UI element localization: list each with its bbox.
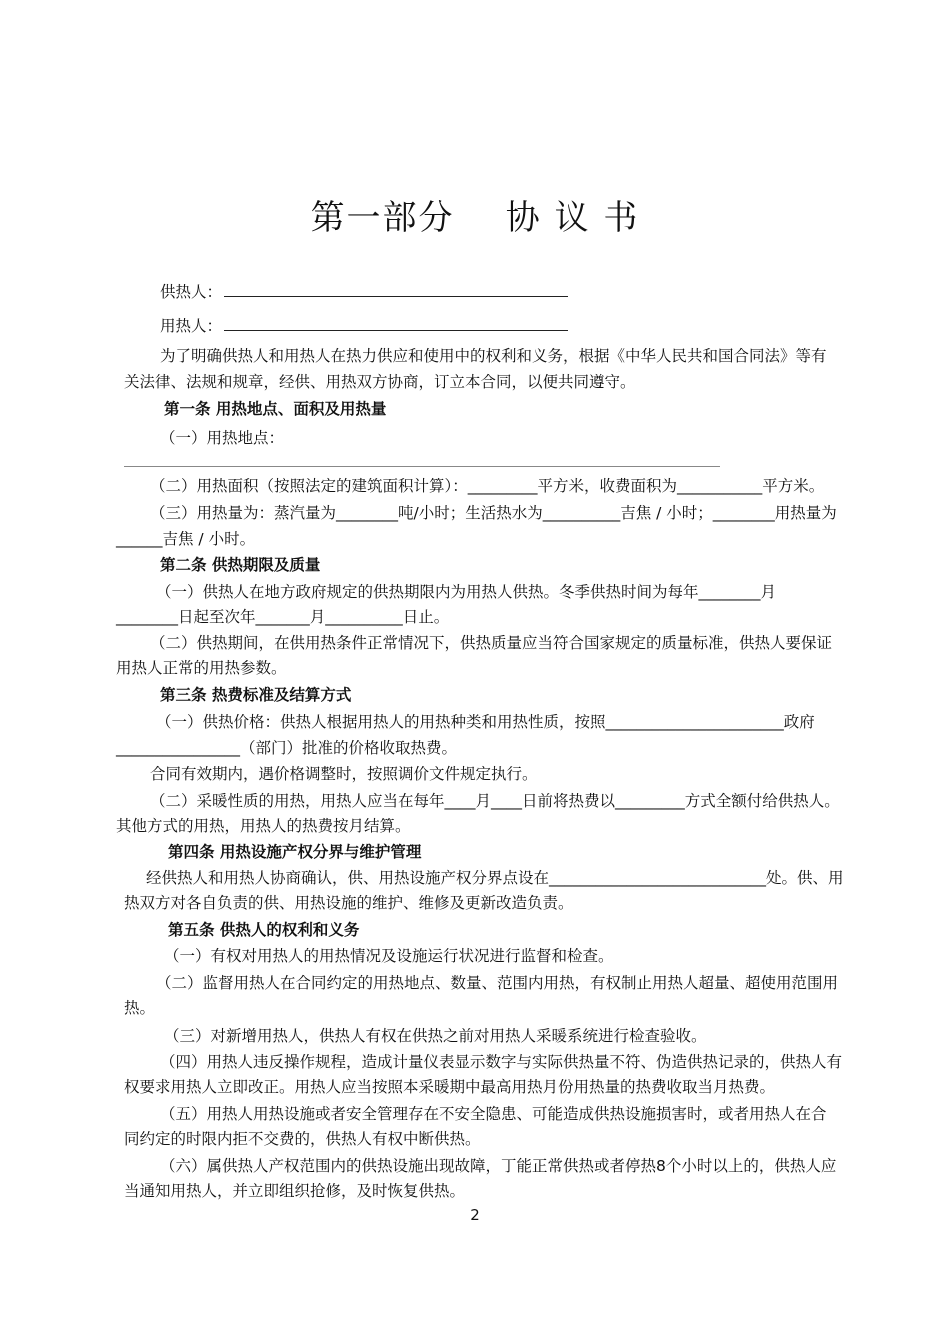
article-2-item-1: （一）供热人在地方政府规定的供热期限内为用热人供热。冬季供热时间为每年________月: [156, 583, 777, 601]
user-blank: [224, 316, 568, 331]
article-5-heading: 第五条 供热人的权利和义务: [168, 921, 360, 939]
supplier-field: [160, 282, 568, 302]
supplier-label: 供热人：: [160, 283, 223, 301]
article-2-item-2: （二）供热期间，在供用热条件正常情况下，供热质量应当符合国家规定的质量标准，供热人要保证: [150, 634, 833, 652]
article-2-item-1-cont: ________日起至次年_______月__________日止。: [116, 608, 450, 626]
article-3-price-adjustment: 合同有效期内，遇价格调整时，按照调价文件规定执行。: [150, 765, 538, 783]
article-5-item-5-cont: 同约定的时限内拒不交费的，供热人有权中断供热。: [124, 1130, 481, 1148]
user-label: 用热人：: [160, 317, 223, 335]
article-5-item-1: （一）有权对用热人的用热情况及设施运行状况进行监督和检查。: [164, 947, 614, 965]
page-number: 2: [470, 1206, 480, 1224]
article-2-heading: 第二条 供热期限及质量: [160, 556, 321, 574]
supplier-blank: [224, 282, 568, 297]
preamble-line-2: 关法律、法规和规章，经供、用热双方协商，订立本合同，以便共同遵守。: [124, 373, 636, 391]
article-1-heading: 第一条 用热地点、面积及用热量: [164, 400, 387, 418]
article-5-item-2-cont: 热。: [124, 999, 156, 1017]
article-1-item-3: （三）用热量为：蒸汽量为________吨/小时；生活热水为__________吉焦 / 小时；________用热量为: [150, 504, 837, 522]
article-2-item-2-cont: 用热人正常的用热参数。: [116, 659, 287, 677]
article-1-item-1: （一）用热地点：: [160, 429, 285, 447]
preamble-line-1: 为了明确供热人和用热人在热力供应和使用中的权利和义务，根据《中华人民共和国合同法》等有: [160, 347, 827, 365]
article-1-item-2: （二）用热面积（按照法定的建筑面积计算）：_________平方米，收费面积为___________平方米。: [150, 477, 825, 495]
article-3-item-2-cont: 其他方式的用热，用热人的热费按月结算。: [116, 817, 411, 835]
article-4-heading: 第四条 用热设施产权分界与维护管理: [168, 843, 422, 861]
article-4-text-cont: 热双方对各自负责的供、用热设施的维护、维修及更新改造负责。: [124, 894, 574, 912]
article-1-item-3-cont: ______吉焦 / 小时。: [116, 530, 256, 548]
article-5-item-5: （五）用热人用热设施或者安全管理存在不安全隐患、可能造成供热设施损害时，或者用热人在合: [160, 1105, 827, 1123]
article-5-item-6: （六）属供热人产权范围内的供热设施出现故障，丁能正常供热或者停热8个小时以上的，供热人应: [160, 1157, 837, 1175]
article-5-item-4: （四）用热人违反操作规程，造成计量仪表显示数字与实际供热量不符、伪造供热记录的，供热人有: [160, 1053, 843, 1071]
article-3-item-1-cont: ________________（部门）批准的价格收取热费。: [116, 739, 458, 757]
address-blank-line: [124, 466, 720, 467]
article-3-heading: 第三条 热费标准及结算方式: [160, 686, 352, 704]
article-5-item-6-cont: 当通知用热人，并立即组织抢修，及时恢复供热。: [124, 1182, 466, 1200]
article-5-item-4-cont: 权要求用热人立即改正。用热人应当按照本采暖期中最高用热月份用热量的热费收取当月热费。: [124, 1078, 776, 1096]
document-title: 第一部分 协 议 书: [310, 198, 640, 238]
article-4-text: 经供热人和用热人协商确认，供、用热设施产权分界点设在____________________________处。供、用: [146, 869, 844, 887]
user-field: [160, 316, 568, 336]
article-3-item-2: （二）采暖性质的用热，用热人应当在每年____月____日前将热费以_________方式全额付给供热人。: [150, 792, 840, 810]
article-3-item-1: （一）供热价格：供热人根据用热人的用热种类和用热性质，按照_______________________政府: [156, 713, 815, 731]
article-5-item-3: （三）对新增用热人，供热人有权在供热之前对用热人采暖系统进行检查验收。: [164, 1027, 707, 1045]
article-5-item-2: （二）监督用热人在合同约定的用热地点、数量、范围内用热，有权制止用热人超量、超使用范围用: [156, 974, 839, 992]
